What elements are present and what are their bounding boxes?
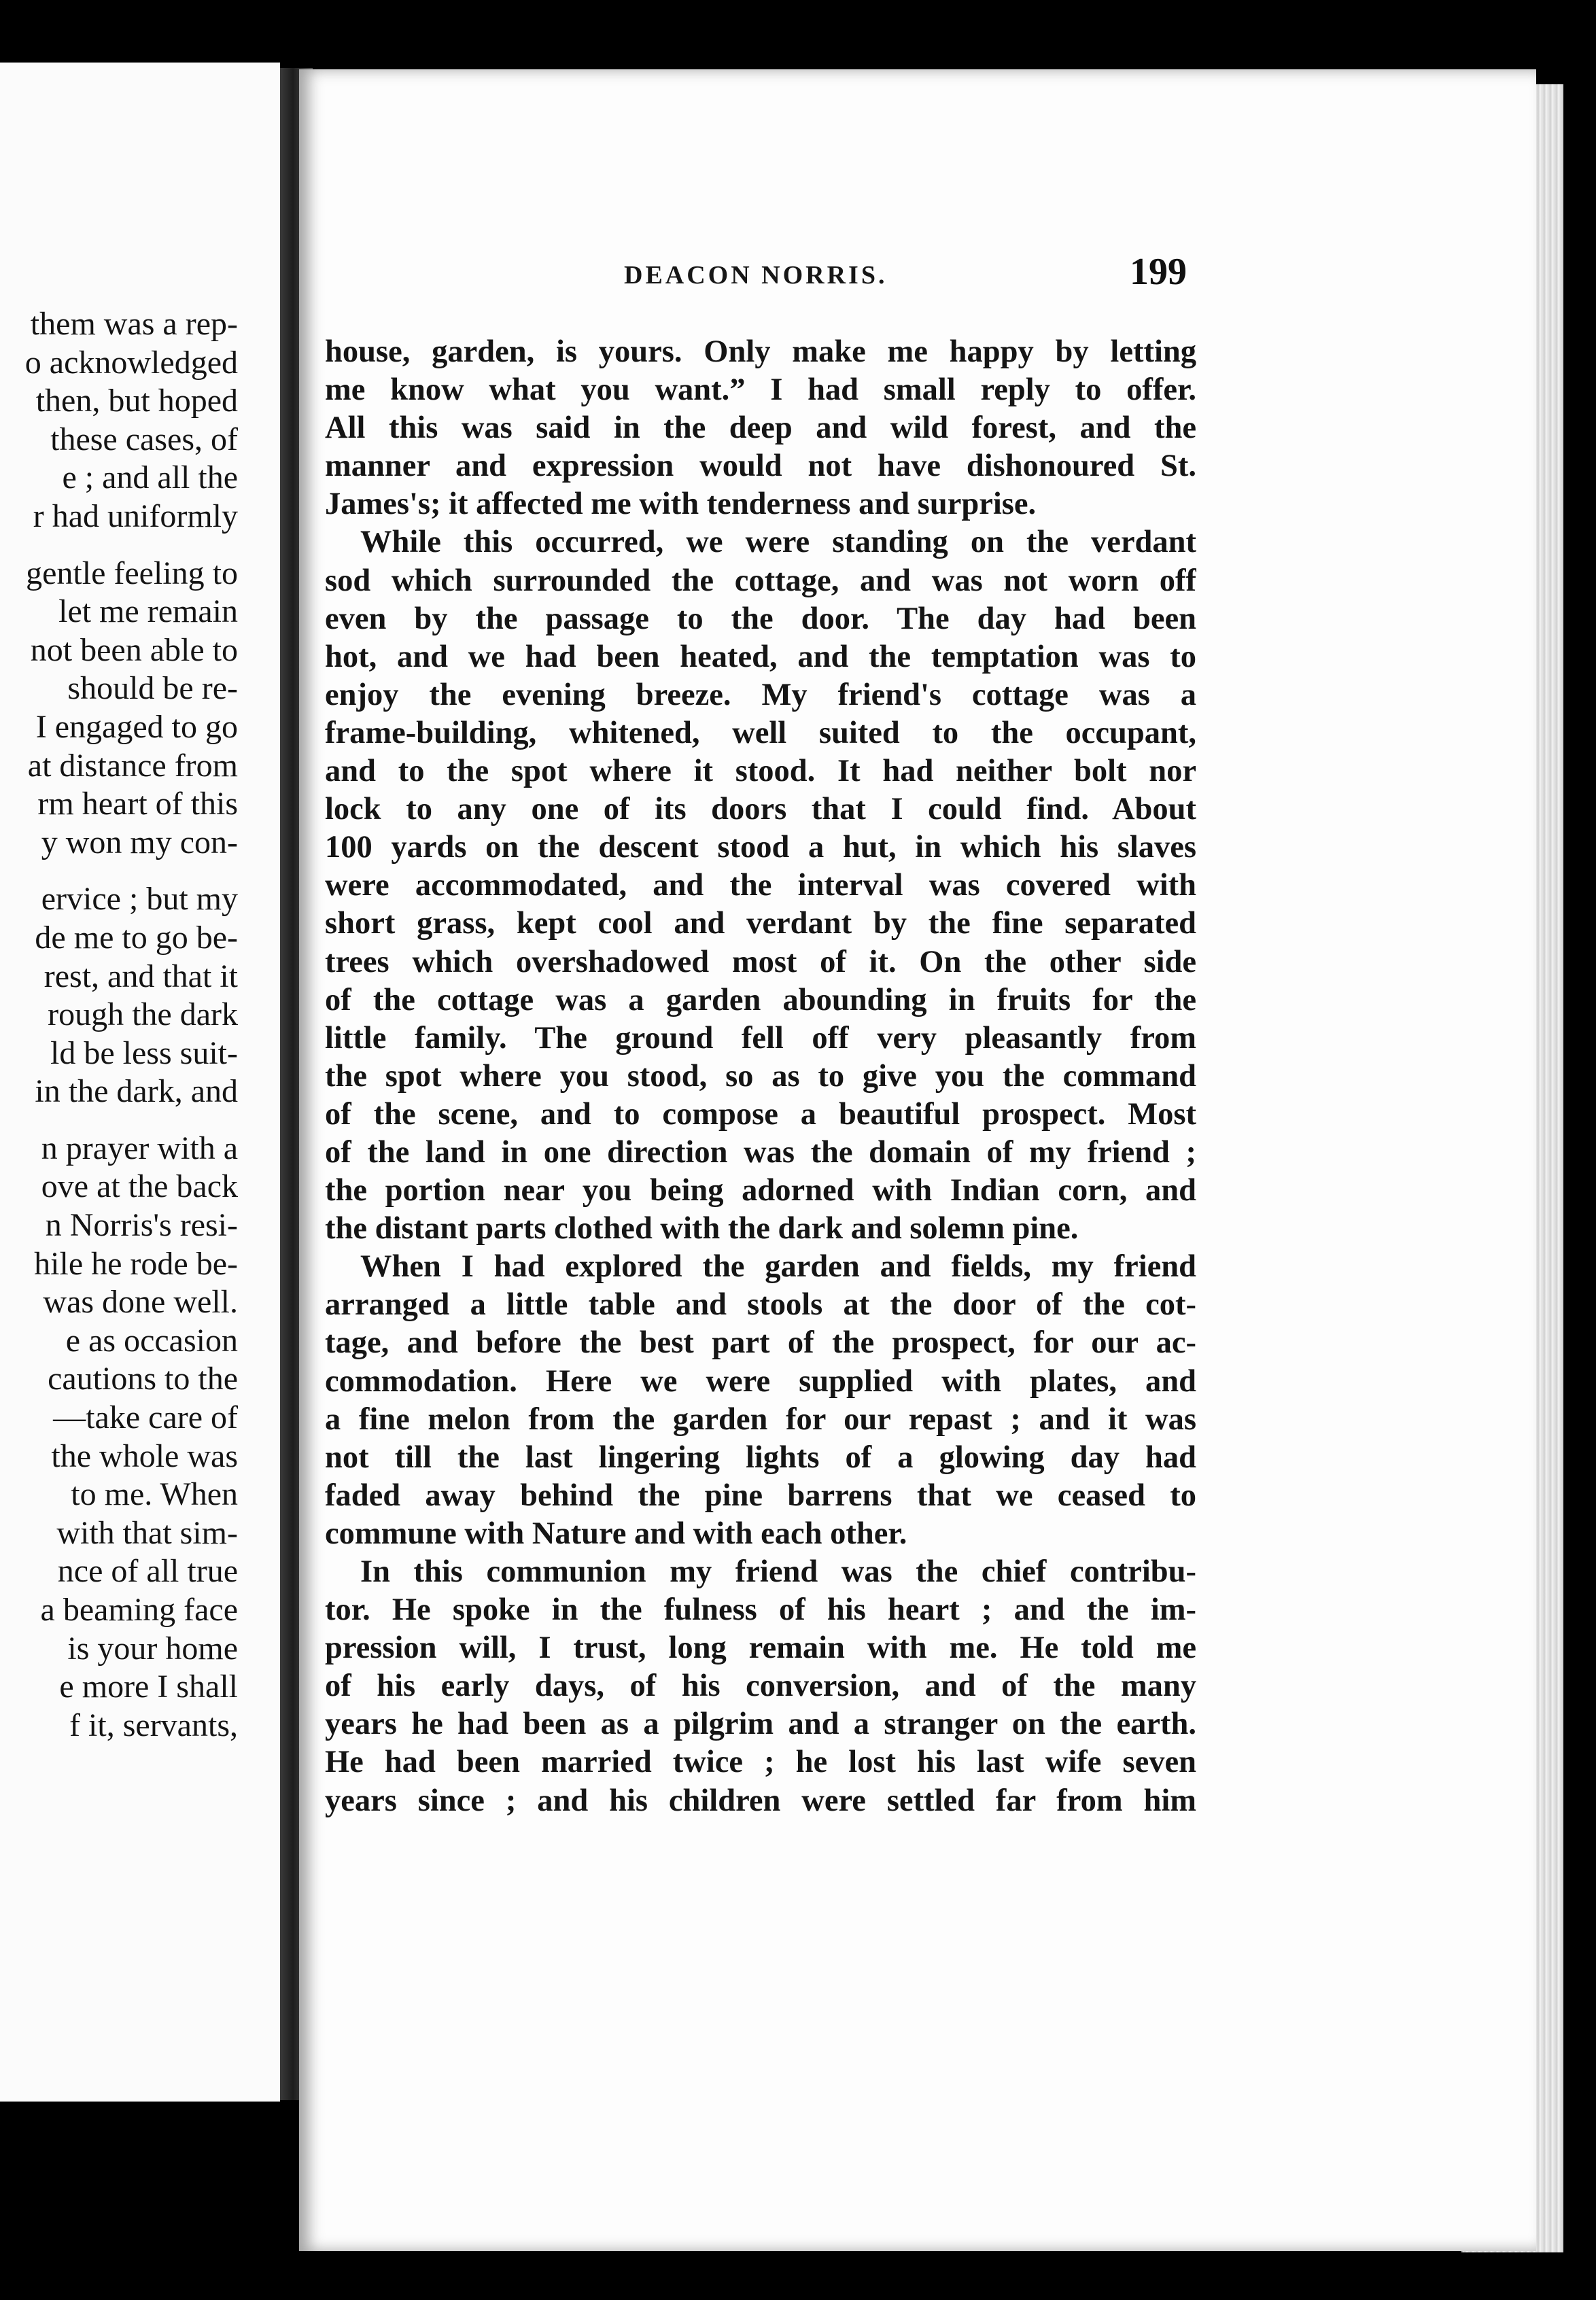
text-line: 100 yards on the descent stood a hut, in which his slaves — [325, 830, 1196, 865]
text-line: faded away behind the pine barrens that we ceased to — [325, 1478, 1196, 1513]
text-line: with that sim- — [56, 1514, 238, 1551]
text-line: years since ; and his children were settled far from him — [325, 1783, 1196, 1818]
text-line: house, garden, is yours. Only make me happy by letting — [325, 334, 1196, 369]
text-line: of his early days, of his conversion, and of the many — [325, 1669, 1196, 1704]
text-line: nce of all true — [57, 1553, 238, 1590]
text-line: ld be less suit- — [50, 1034, 238, 1071]
text-line: should be re- — [67, 670, 238, 707]
text-line: let me remain — [58, 593, 238, 630]
text-line: o acknowledged — [24, 344, 238, 381]
text-line: gentle feeling to — [26, 555, 238, 591]
paragraph-gap — [0, 536, 238, 555]
text-line: f it, servants, — [69, 1707, 238, 1743]
text-line: arranged a little table and stools at the door of the cot- — [325, 1287, 1196, 1323]
text-line: While this occurred, we were standing on the verdant — [360, 525, 1196, 560]
text-line: at distance from — [27, 747, 238, 784]
text-line: was done well. — [43, 1284, 238, 1321]
text-line: even by the passage to the door. The day had been — [325, 601, 1196, 636]
text-line: to me. When — [71, 1476, 238, 1513]
text-line: frame-building, whitened, well suited to the occupant, — [325, 715, 1196, 750]
text-line: de me to go be- — [35, 919, 238, 956]
text-line: and to the spot where it stood. It had neither bolt nor — [325, 754, 1196, 789]
text-line: All this was said in the deep and wild forest, and the — [325, 411, 1196, 446]
text-line: When I had explored the garden and fields, my friend — [360, 1249, 1196, 1285]
text-line: a fine melon from the garden for our repast ; and it was — [325, 1401, 1196, 1437]
text-line: not been able to — [30, 631, 238, 668]
text-line: rough the dark — [48, 996, 238, 1033]
paragraph-gap — [0, 862, 238, 880]
text-line: e ; and all the — [62, 459, 238, 496]
text-line: not till the last lingering lights of a glowing day had — [325, 1440, 1196, 1475]
text-line: n prayer with a — [41, 1130, 238, 1166]
text-line: were accommodated, and the interval was covered with — [325, 868, 1196, 903]
text-line: ervice ; but my — [41, 881, 238, 918]
text-line: the distant parts clothed with the dark and solemn pine. — [325, 1211, 1079, 1247]
text-line: I engaged to go — [35, 708, 238, 745]
text-line: tage, and before the best part of the prospect, for our ac- — [325, 1325, 1196, 1361]
page-body-text — [325, 333, 1196, 1820]
text-line: the portion near you being adorned with Indian corn, and — [325, 1173, 1196, 1208]
text-line: pression will, I trust, long remain with me. He told me — [325, 1631, 1196, 1666]
text-line: is your home — [67, 1630, 238, 1667]
text-line: rest, and that it — [44, 958, 238, 994]
text-line: them was a rep- — [30, 306, 238, 342]
text-line: cautions to the — [48, 1361, 238, 1397]
page-number: 199 — [1130, 251, 1187, 293]
text-line: the whole was — [51, 1438, 238, 1474]
text-line: r had uniformly — [33, 498, 238, 534]
text-line: these cases, of — [50, 421, 238, 457]
text-line: rm heart of this — [37, 786, 238, 822]
text-line: commune with Nature and with each other. — [325, 1516, 907, 1551]
text-line: a beaming face — [40, 1592, 238, 1628]
text-line: short grass, kept cool and verdant by the fine separated — [325, 906, 1196, 941]
text-line: trees which overshadowed most of it. On the other side — [325, 944, 1196, 979]
text-line: James's; it affected me with tenderness and surprise. — [325, 487, 1037, 522]
text-line: of the scene, and to compose a beautiful prospect. Most — [325, 1096, 1196, 1132]
text-line: n Norris's resi- — [45, 1207, 238, 1244]
text-line: ove at the back — [41, 1168, 238, 1205]
text-line: He had been married twice ; he lost his last wife seven — [325, 1745, 1196, 1780]
text-line: of the land in one direction was the domain of my friend ; — [325, 1134, 1196, 1170]
running-head: DEACON NORRIS. — [624, 261, 888, 290]
text-line: lock to any one of its doors that I could find. About — [325, 792, 1196, 827]
text-line: e as occasion — [65, 1322, 238, 1359]
text-line: years he had been as a pilgrim and a stranger on the earth. — [325, 1707, 1196, 1742]
text-line: In this communion my friend was the chief contribu- — [360, 1554, 1196, 1589]
text-line: y won my con- — [41, 824, 238, 860]
previous-page — [0, 63, 280, 2102]
text-line: manner and expression would not have dishonoured St. — [325, 449, 1196, 484]
text-line: —take care of — [53, 1399, 238, 1436]
text-line: of the cottage was a garden abounding in fruits for the — [325, 982, 1196, 1017]
text-line: then, but hoped — [35, 383, 238, 419]
text-line: hile he rode be- — [34, 1245, 238, 1282]
text-line: e more I shall — [59, 1669, 238, 1705]
text-line: sod which surrounded the cottage, and was not worn off — [325, 563, 1196, 598]
paragraph-gap — [0, 1111, 238, 1130]
text-line: enjoy the evening breeze. My friend's cottage was a — [325, 677, 1196, 712]
text-line: hot, and we had been heated, and the temptation was to — [325, 639, 1196, 674]
text-line: the spot where you stood, so as to give you the command — [325, 1058, 1196, 1094]
text-line: little family. The ground fell off very pleasantly from — [325, 1020, 1196, 1056]
text-line: commodation. Here we were supplied with plates, and — [325, 1363, 1196, 1399]
text-line: in the dark, and — [35, 1073, 238, 1110]
text-line: me know what you want.” I had small reply to offer. — [325, 372, 1196, 408]
previous-page-text — [0, 305, 238, 1745]
text-line: tor. He spoke in the fulness of his heart ; and the im- — [325, 1592, 1196, 1628]
